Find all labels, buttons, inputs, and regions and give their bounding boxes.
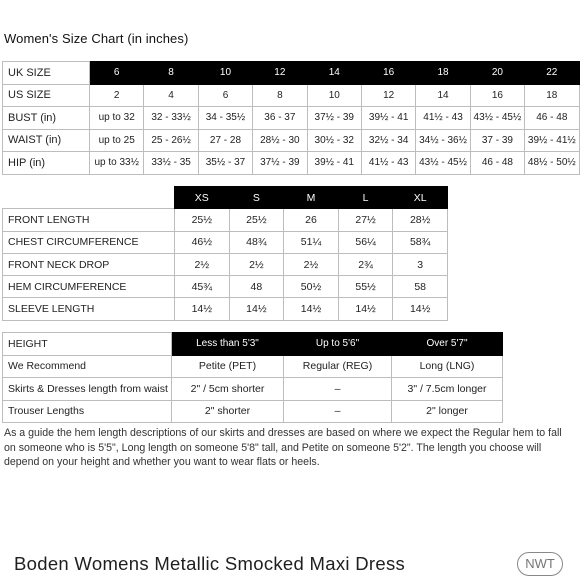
table-cell: 50½ xyxy=(284,276,339,298)
table-row xyxy=(3,253,448,275)
uk-size-cell: 12 xyxy=(253,62,307,85)
size-header-cell: XS xyxy=(175,187,230,209)
row-label: CHEST CIRCUMFERENCE xyxy=(3,231,175,253)
table-cell: 43½ - 45½ xyxy=(416,152,470,175)
table-cell: 6 xyxy=(198,84,252,107)
table-cell: 25½ xyxy=(175,209,230,231)
table-cell: 12 xyxy=(361,84,415,107)
table-row xyxy=(3,187,448,209)
table-cell: 14½ xyxy=(229,298,284,320)
table-cell: 48¾ xyxy=(229,231,284,253)
table-cell: 55½ xyxy=(338,276,393,298)
table-cell: 3" / 7.5cm longer xyxy=(392,378,503,401)
table-row xyxy=(3,333,503,356)
table-row xyxy=(3,400,503,423)
height-header-cell: Over 5'7" xyxy=(392,333,503,356)
table-cell: up to 33½ xyxy=(90,152,144,175)
row-label: We Recommend xyxy=(3,355,172,378)
table-cell: 48½ - 50½ xyxy=(525,152,579,175)
table-cell: 14½ xyxy=(284,298,339,320)
table-cell: 10 xyxy=(307,84,361,107)
size-table xyxy=(2,61,580,175)
table-cell: 45¾ xyxy=(175,276,230,298)
table-row xyxy=(3,355,503,378)
table-cell: Long (LNG) xyxy=(392,355,503,378)
height-label: HEIGHT xyxy=(3,333,172,356)
table-cell: 2" shorter xyxy=(172,400,284,423)
row-label: US SIZE xyxy=(3,84,90,107)
size-header-cell: L xyxy=(338,187,393,209)
table-cell: 14 xyxy=(416,84,470,107)
row-label: WAIST (in) xyxy=(3,129,90,152)
table-cell: Petite (PET) xyxy=(172,355,284,378)
table-cell: 27½ xyxy=(338,209,393,231)
table-cell: 58 xyxy=(393,276,448,298)
table-row xyxy=(3,152,580,175)
table-cell: 58¾ xyxy=(393,231,448,253)
table-cell: 32 - 33½ xyxy=(144,107,198,130)
height-header-cell: Up to 5'6" xyxy=(284,333,392,356)
table-cell: 8 xyxy=(253,84,307,107)
table-cell: 27 - 28 xyxy=(198,129,252,152)
table-cell: Regular (REG) xyxy=(284,355,392,378)
table-cell: 33½ - 35 xyxy=(144,152,198,175)
row-label: SLEEVE LENGTH xyxy=(3,298,175,320)
table-cell: 2" longer xyxy=(392,400,503,423)
table-cell: 48 xyxy=(229,276,284,298)
listing-title: Boden Womens Metallic Smocked Maxi Dress xyxy=(14,553,406,574)
empty-corner-cell xyxy=(3,187,175,209)
size-header-cell: M xyxy=(284,187,339,209)
table-cell: 2" / 5cm shorter xyxy=(172,378,284,401)
table-cell: 25½ xyxy=(229,209,284,231)
table-cell: up to 32 xyxy=(90,107,144,130)
uk-size-label: UK SIZE xyxy=(3,62,90,85)
height-table xyxy=(2,332,503,423)
table-cell: 51¼ xyxy=(284,231,339,253)
table-row xyxy=(3,62,580,85)
table-row xyxy=(3,129,580,152)
row-label: FRONT NECK DROP xyxy=(3,253,175,275)
row-label: Skirts & Dresses length from waist xyxy=(3,378,172,401)
table-cell: 16 xyxy=(470,84,524,107)
table-cell: 18 xyxy=(525,84,579,107)
nwt-badge: NWT xyxy=(517,552,563,576)
uk-size-cell: 22 xyxy=(525,62,579,85)
table-cell: 39½ - 41 xyxy=(361,107,415,130)
row-label: HIP (in) xyxy=(3,152,90,175)
table-cell: 3 xyxy=(393,253,448,275)
uk-size-cell: 6 xyxy=(90,62,144,85)
table-cell: 30½ - 32 xyxy=(307,129,361,152)
uk-size-cell: 18 xyxy=(416,62,470,85)
size-header-cell: XL xyxy=(393,187,448,209)
table-cell: 43½ - 45½ xyxy=(470,107,524,130)
table-cell: 2¾ xyxy=(338,253,393,275)
row-label: BUST (in) xyxy=(3,107,90,130)
table-row xyxy=(3,107,580,130)
uk-size-cell: 14 xyxy=(307,62,361,85)
table-cell: 28½ - 30 xyxy=(253,129,307,152)
table-cell: 39½ - 41½ xyxy=(525,129,579,152)
table-cell: 14½ xyxy=(175,298,230,320)
table-cell: 34½ - 36½ xyxy=(416,129,470,152)
table-cell: 56¼ xyxy=(338,231,393,253)
height-header-cell: Less than 5'3" xyxy=(172,333,284,356)
table-cell: 14½ xyxy=(338,298,393,320)
table-cell: 25 - 26½ xyxy=(144,129,198,152)
row-label: HEM CIRCUMFERENCE xyxy=(3,276,175,298)
uk-size-cell: 16 xyxy=(361,62,415,85)
table-cell: 2½ xyxy=(284,253,339,275)
table-row xyxy=(3,209,448,231)
uk-size-cell: 20 xyxy=(470,62,524,85)
table-cell: 41½ - 43 xyxy=(416,107,470,130)
size-header-cell: S xyxy=(229,187,284,209)
table-cell: 46½ xyxy=(175,231,230,253)
table-cell: – xyxy=(284,400,392,423)
table-cell: 39½ - 41 xyxy=(307,152,361,175)
table-cell: 46 - 48 xyxy=(525,107,579,130)
table-row xyxy=(3,231,448,253)
table-cell: 37½ - 39 xyxy=(307,107,361,130)
hem-length-note: As a guide the hem length descriptions of our skirts and dresses are based on where we expect the Regular hem to fall on someone who is 5'5", Long length on someone 5'8" tall, and Petite on someone 5'2". The length you choose will depend on your height and whether you want to wear flats or heels. xyxy=(4,427,562,468)
table-cell: 36 - 37 xyxy=(253,107,307,130)
table-row xyxy=(3,298,448,320)
table-cell: 2½ xyxy=(229,253,284,275)
table-row xyxy=(3,276,448,298)
row-label: FRONT LENGTH xyxy=(3,209,175,231)
uk-size-cell: 8 xyxy=(144,62,198,85)
table-cell: 32½ - 34 xyxy=(361,129,415,152)
table-cell: – xyxy=(284,378,392,401)
table-cell: 4 xyxy=(144,84,198,107)
table-cell: 37 - 39 xyxy=(470,129,524,152)
table-cell: 26 xyxy=(284,209,339,231)
table-cell: 28½ xyxy=(393,209,448,231)
table-cell: 14½ xyxy=(393,298,448,320)
uk-size-cell: 10 xyxy=(198,62,252,85)
table-row xyxy=(3,378,503,401)
table-cell: 37½ - 39 xyxy=(253,152,307,175)
table-cell: up to 25 xyxy=(90,129,144,152)
table-cell: 35½ - 37 xyxy=(198,152,252,175)
table-cell: 2½ xyxy=(175,253,230,275)
table-cell: 34 - 35½ xyxy=(198,107,252,130)
table-cell: 2 xyxy=(90,84,144,107)
table-row xyxy=(3,84,580,107)
measurement-table xyxy=(2,186,448,321)
row-label: Trouser Lengths xyxy=(3,400,172,423)
page-title: Women's Size Chart (in inches) xyxy=(4,31,189,46)
table-cell: 46 - 48 xyxy=(470,152,524,175)
table-cell: 41½ - 43 xyxy=(361,152,415,175)
